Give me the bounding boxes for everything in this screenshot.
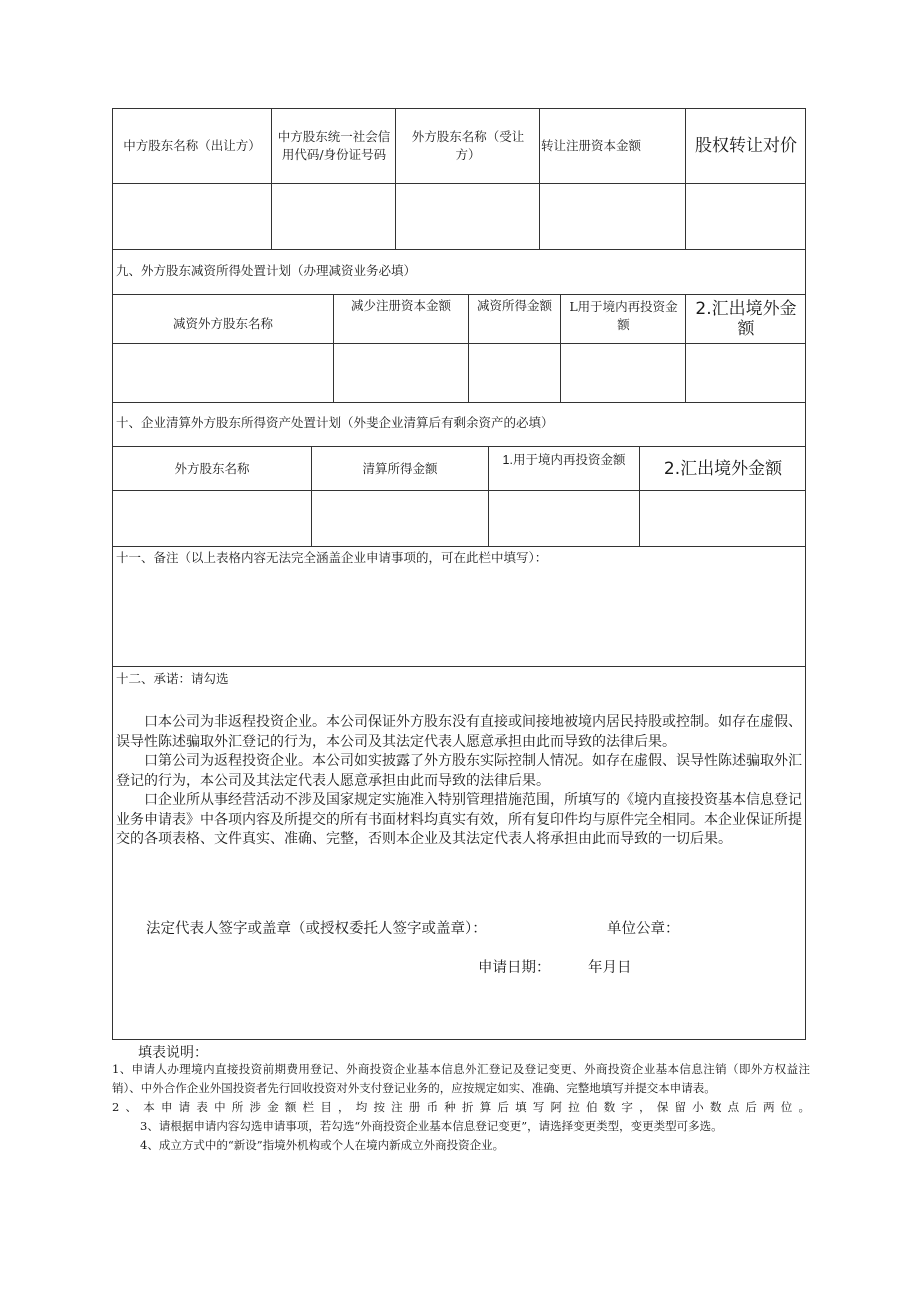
- input-chinese-shareholder[interactable]: [113, 184, 271, 249]
- section12-title: 十二、承诺：请勾选: [116, 671, 229, 686]
- note-3: 3、请根据申请内容勾选申请事项，若勾选“外商投资企业基本信息登记变更”，请选择变更类型，变更类型可多选。: [140, 1119, 723, 1133]
- input-foreign-shareholder[interactable]: [396, 184, 539, 249]
- section11-title: 十一、备注（以上表格内容无法完全涵盖企业申请事项的，可在此栏中填写）：: [116, 550, 548, 565]
- input-transfer-capital[interactable]: [540, 184, 685, 249]
- header-transfer-price: 股权转让对价: [695, 136, 797, 156]
- input-foreign-shareholder-liq[interactable]: [113, 491, 311, 546]
- input-liquidation-income[interactable]: [312, 491, 488, 546]
- section9-title: 九、外方股东减资所得处置计划（办理减资业务必填）: [116, 263, 417, 278]
- application-date-label: 申请日期：: [478, 960, 551, 976]
- header-liq-reinvest: 1.用于境内再投资金额: [502, 453, 626, 467]
- input-transfer-price[interactable]: [686, 184, 806, 249]
- header-reinvest-amount: L用于境内再投资金额: [569, 299, 678, 332]
- header-reduce-shareholder: 减资外方股东名称: [172, 316, 273, 331]
- row-divider: [112, 546, 806, 547]
- input-liq-remit[interactable]: [640, 491, 806, 546]
- input-reduce-capital[interactable]: [334, 344, 468, 402]
- commitment-item-3[interactable]: 口企业所从事经营活动不涉及国家规定实施准入特别管理措施范围，所填写的《境内直接投资基本信息登记业务申请表》中各项内容及所提交的所有书面材料均真实有效，所有复印件均与原件完全相同。本企业保证所提交的各项表格、文件真实、准确、完整，否则本企业及其法定代表人将承担由此而导致的一切后果。: [116, 791, 802, 846]
- notes-title: 填表说明：: [138, 1044, 208, 1060]
- header-reduce-income: 减资所得金额: [476, 298, 552, 313]
- row-divider: [112, 402, 806, 403]
- header-remit-amount: 2.汇出境外金额: [695, 299, 797, 339]
- input-credit-code[interactable]: [272, 184, 395, 249]
- note-2: 2、本申请表中所涉金额栏目，均按注册币种折算后填写阿拉伯数字，保留小数点后两位。: [112, 1100, 810, 1114]
- section10-title: 十、企业清算外方股东所得资产处置计划（外斐企业清算后有剩余资产的必填）: [116, 415, 554, 430]
- input-reinvest-amount[interactable]: [561, 344, 685, 402]
- input-remit-amount[interactable]: [686, 344, 806, 402]
- row-divider: [112, 249, 806, 250]
- row-divider: [112, 666, 806, 667]
- input-reduce-shareholder[interactable]: [113, 344, 333, 402]
- commitment-item-2[interactable]: 口第公司为返程投资企业。本公司如实披露了外方股东实际控制人情况。如存在虚假、误导性陈述骗取外汇登记的行为，本公司及其法定代表人愿意承担由此而导致的法律后果。: [116, 752, 802, 788]
- application-date-value: 年月日: [588, 960, 632, 976]
- header-credit-code: 中方股东统一社会信用代码/身份证号码: [277, 129, 391, 162]
- input-reduce-income[interactable]: [469, 344, 560, 402]
- commitment-item-1[interactable]: 口本公司为非返程投资企业。本公司保证外方股东没有直接或间接地被境内居民持股或控制。如存在虚假、误导性陈述骗取外汇登记的行为，本公司及其法定代表人愿意承担由此而导致的法律后果。: [116, 713, 802, 749]
- header-liquidation-income: 清算所得金额: [362, 460, 438, 476]
- header-transfer-capital: 转让注册资本金额: [541, 138, 642, 153]
- commitment-list: [116, 712, 802, 849]
- note-1: 1、申请人办理境内直接投资前期费用登记、外商投资企业基本信息外汇登记及登记变更、外商投资企业基本信息注销（即外方权益注销）、中外合作企业外国投资者先行回收投资对外支付登记业务的，应按规定如实、准确、完整地填写并提交本申请表。: [112, 1062, 810, 1095]
- header-chinese-shareholder: 中方股东名称（出让方）: [123, 138, 261, 153]
- company-seal-label: 单位公章：: [607, 921, 680, 937]
- header-foreign-shareholder: 外方股东名称（受让方）: [411, 129, 525, 162]
- remarks-area[interactable]: [113, 570, 806, 665]
- legal-rep-signature-label: 法定代表人签字或盖章（或授权委托人签字或盖章）：: [146, 921, 487, 937]
- notes-list: [112, 1060, 810, 1155]
- header-reduce-capital: 减少注册资本金额: [350, 298, 451, 313]
- header-foreign-shareholder-liq: 外方股东名称: [174, 460, 250, 476]
- header-liq-remit: 2.汇出境外金额: [663, 458, 783, 479]
- input-liq-reinvest[interactable]: [489, 491, 639, 546]
- note-4: 4、成立方式中的“新设”指境外机构或个人在境内新成立外商投资企业。: [140, 1138, 505, 1152]
